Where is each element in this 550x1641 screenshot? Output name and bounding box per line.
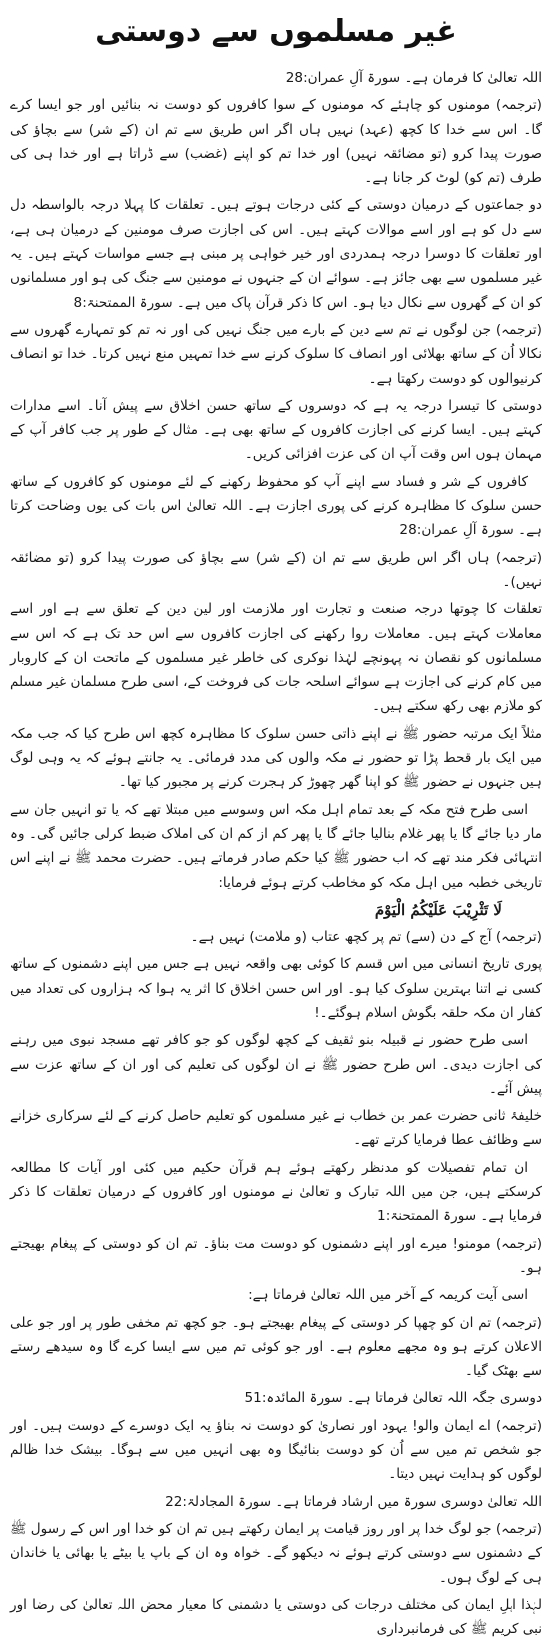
translation-paragraph: (ترجمہ) جن لوگوں نے تم سے دین کے بارے میں جنگ نہیں کی اور نہ تم کو تمہارے گھروں سے نکالا اُن کے ساتھ بھلائی اور انصاف کا سلوک کرنے سے خدا تمہیں منع نہیں کرتا۔ خدا تو انصاف کرنیوالوں کو دوست رکھتا ہے۔ [10,321,542,387]
translation-paragraph: (ترجمہ) مومنو! میرے اور اپنے دشمنوں کو دوست مت بناؤ۔ تم ان کو دوستی کے پیغام بھیجتے ہو۔ [10,1235,542,1276]
translation-paragraph: (ترجمہ) اے ایمان والو! یہود اور نصاریٰ کو دوست نہ بناؤ یہ ایک دوسرے کے دوست ہیں۔ اور جو شخص تم میں سے اُن کو دوست بنائیگا وہ بھی انہیں میں سے ہوگا۔ بیشک خدا ظالم لوگوں کو ہدایت نہیں دیتا۔ [10,1417,542,1483]
body-paragraph: دو جماعتوں کے درمیان دوستی کے کئی درجات ہوتے ہیں۔ تعلقات کا پہلا درجہ بالواسطہ دل سے دل کو ہے اور اسے موالات کہتے ہیں۔ اس کی اجازت صرف مومنین کے درمیان ہی ہے، اور تعلقات کا دوسرا درجہ ہمدردی اور خیر خواہی پر مبنی ہے جسے مواسات کہتے ہیں۔ یہ غیر مسلموں سے بھی جائز ہے۔ سوائے ان کے جنہوں نے مومنین سے جنگ کی ہو اور مسلمانوں کو ان کے گھروں سے نکال دیا ہو۔ اس کا ذکر قرآن پاک میں ہے۔ سورۃ الممتحنۃ:8 [10,197,542,311]
article-title: غیر مسلموں سے دوستی [95,14,457,49]
body-paragraph: پوری تاریخ انسانی میں اس قسم کا کوئی بھی واقعہ نہیں ہے جس میں اپنے دشمنوں کے ساتھ کسی نے اتنا بہترین سلوک کیا ہو۔ اور اس حسن اخلاق کا اثر یہ ہوا کہ ہزاروں کی تعداد میں کفار ان مکہ حلقہ بگوش اسلام ہوگئے۔! [10,956,542,1021]
body-paragraph: اسی طرح فتح مکہ کے بعد تمام اہل مکہ اس وسوسے میں مبتلا تھے کہ یا تو انہیں جان سے مار دیا جائے گا یا پھر غلام بنالیا جائے گا یا پھر کم از کم ان کی املاک ضبط کرلی جائیں گی۔ وہ انتہائی فکر مند تھے کہ اب حضور ﷺ کیا حکم صادر فرماتے ہیں۔ حضرت محمد ﷺ نے اپنے اس تاریخی خطبہ میں اہل مکہ کو مخاطب کرتے ہوئے فرمایا: [10,801,542,891]
verse-reference: اللہ تعالیٰ کا فرمان ہے۔ سورۃ آلِ عمران:28 [285,70,542,86]
body-paragraph: مثلاً ایک مرتبہ حضور ﷺ نے اپنے ذاتی حسن سلوک کا مظاہرہ کچھ اس طرح کیا کہ جب مکہ میں ایک بار قحط پڑا تو حضور نے مکہ والوں کی مدد فرمائی۔ یہ جانتے ہوئے کہ یہ وہی لوگ ہیں جنہوں نے حضور ﷺ کو اپنا گھر چھوڑ کر ہجرت کرنے پر مجبور کیا تھا۔ [10,725,542,791]
arabic-verse: لَا تَثْرِيْبَ عَلَيْكُمُ الْيَوْمَ [374,900,502,919]
body-paragraph: تعلقات کا چوتھا درجہ صنعت و تجارت اور ملازمت اور لین دین کے تعلق سے ہے اور اسے معاملات کہتے ہیں۔ معاملات روا رکھنے کی اجازت کافروں سے اس حد تک ہے کہ اس سے مسلمانوں کو نقصان نہ پہونچے لہٰذا نوکری کی خاطر غیر مسلموں کے ماتحت ان کے کاروبار میں کام کرنے کی اجازت ہے سوائے اسلحہ جات کی فروخت کے، اسی طرح مسلمان غیر مسلم کو ملازم بھی رکھ سکتے ہیں۔ [10,601,542,715]
article-body [10,66,542,1641]
body-paragraph: کافروں کے شر و فساد سے اپنے آپ کو محفوظ رکھنے کے لئے مومنوں کو کافروں کے ساتھ حسن سلوک کا مظاہرہ کرنے کی پوری اجازت ہے۔ اللہ تعالیٰ اس بات کی یوں وضاحت کرتا ہے۔ سورۃ آلِ عمران:28 [10,473,542,539]
translation-paragraph: (ترجمہ) ہاں اگر اس طریق سے تم ان (کے شر) سے بچاؤ کی صورت پیدا کرو (تو مضائقہ نہیں)۔ [10,549,542,590]
verse-reference: اللہ تعالیٰ دوسری سورۃ میں ارشاد فرماتا ہے۔ سورۃ المجادلۃ:22 [165,1493,542,1510]
body-paragraph: اسی آیت کریمہ کے آخر میں اللہ تعالیٰ فرماتا ہے: [248,1287,528,1304]
translation-paragraph: (ترجمہ) آج کے دن (سے) تم پر کچھ عتاب (و ملامت) نہیں ہے۔ [190,929,542,946]
body-paragraph: خلیفۂ ثانی حضرت عمر بن خطاب نے غیر مسلموں کو تعلیم حاصل کرنے کے لئے سرکاری خزانے سے وظائف عطا فرمایا کرتے تھے۔ [10,1108,542,1149]
verse-reference: دوسری جگہ اللہ تعالیٰ فرماتا ہے۔ سورۃ المائدہ:51 [244,1390,542,1407]
translation-paragraph: (ترجمہ) جو لوگ خدا پر اور روز قیامت پر ایمان رکھتے ہیں تم ان کو خدا اور اس کے رسول ﷺ کے دشمنوں سے دوستی کرتے ہوئے نہ دیکھو گے۔ خواہ وہ ان کے باپ یا بیٹے یا بھائی یا خاندان ہی کے لوگ ہوں۔ [10,1520,542,1586]
body-paragraph: اسی طرح حضور نے قبیلہ بنو ثقیف کے کچھ لوگوں کو جو کافر تھے مسجد نبوی میں رہنے کی اجازت دیدی۔ اس طرح حضور ﷺ نے ان لوگوں کی تعلیم کی اور ان کے ساتھ عزت سے پیش آئے۔ [10,1032,542,1097]
body-paragraph: دوستی کا تیسرا درجہ یہ ہے کہ دوسروں کے ساتھ حسن اخلاق سے پیش آنا۔ اسے مدارات کہتے ہیں۔ ایسا کرنے کی اجازت کافروں کے ساتھ بھی ہے۔ مثال کے طور پر جب کافر آپ کے مہمان ہوں اس وقت آپ ان کی عزت افزائی کریں۔ [10,397,542,463]
body-paragraph: ان تمام تفصیلات کو مدنظر رکھتے ہوئے ہم قرآن حکیم میں کئی اور آیات کا مطالعہ کرسکتے ہیں، جن میں اللہ تبارک و تعالیٰ نے مومنوں اور کافروں کے درمیان تعلقات کا ذکر فرمایا ہے۔ سورۃ الممتحنۃ:1 [10,1159,542,1225]
body-paragraph: لہٰذا اہلِ ایمان کی مختلف درجات کی دوستی یا دشمنی کا معیار محض اللہ تعالیٰ کی رضا اور نبی کریم ﷺ کی فرمانبرداری [10,1596,542,1638]
translation-paragraph: (ترجمہ) مومنوں کو چاہئے کہ مومنوں کے سوا کافروں کو دوست نہ بنائیں اور جو ایسا کرے گا۔ اس سے خدا کا کچھ (عہد) نہیں ہاں اگر اس طریق سے تم ان (کے شر) سے بچاؤ کی صورت پیدا کرو (تو مضائقہ نہیں) اور خدا تم کو اپنے (غضب) سے ڈراتا ہے اور خدا ہی کی طرف (تم کو) لوٹ کر جانا ہے۔ [10,97,542,187]
translation-paragraph: (ترجمہ) تم ان کو چھپا کر دوستی کے پیغام بھیجتے ہو۔ جو کچھ تم مخفی طور پر اور جو علی الاعلان کرتے ہو وہ مجھے معلوم ہے۔ اور جو کوئی تم میں سے ایسا کرے گا وہ سیدھے رستے سے بھٹک گیا۔ [10,1314,542,1380]
